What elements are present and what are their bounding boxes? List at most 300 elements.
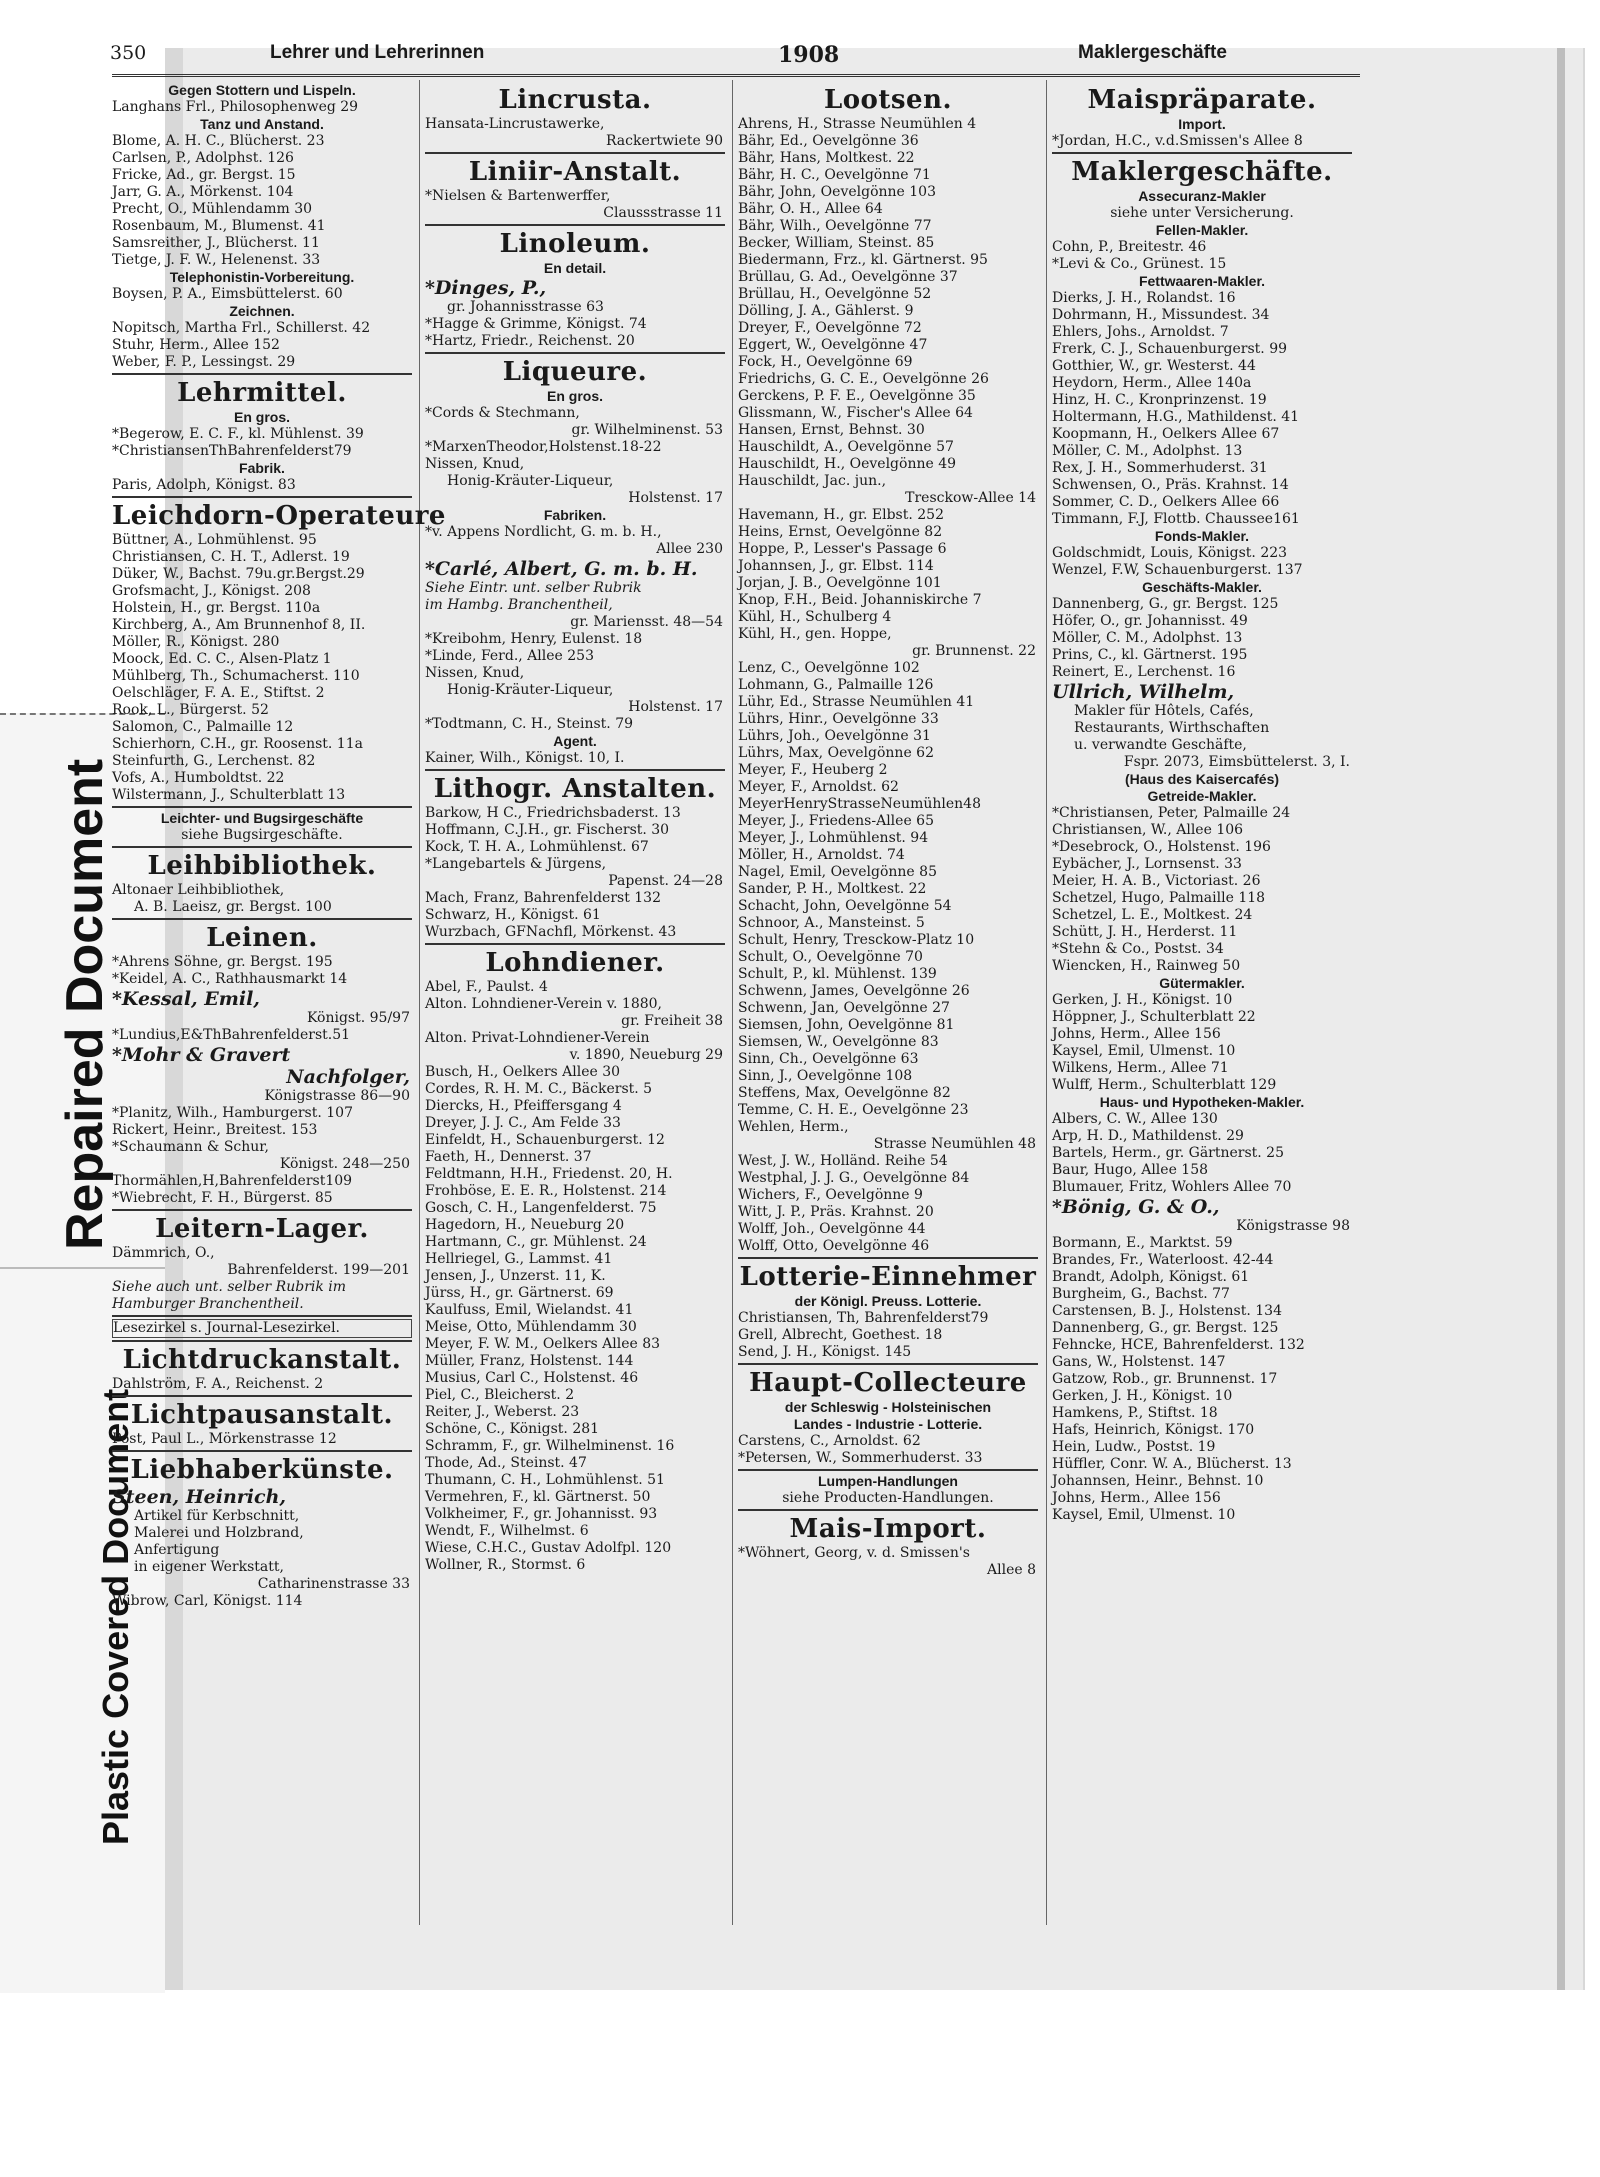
subheading: Haus- und Hypotheken-Makler. [1099,1094,1305,1110]
directory-entry: Bähr, H. C., Oevelgönne 71 [738,167,931,183]
directory-entry: Blome, A. H. C., Blücherst. 23 [112,133,325,149]
directory-entry: *Wiebrecht, F. H., Bürgerst. 85 [112,1190,333,1206]
section-rule [738,1257,1038,1259]
directory-entry: Wenzel, F.W, Schauenburgerst. 137 [1052,562,1303,578]
section-rule [738,1469,1038,1471]
directory-entry: Mach, Franz, Bahrenfelderst 132 [425,890,661,906]
directory-entry: Schütt, J. H., Herderst. 11 [1052,924,1238,940]
directory-entry: Heins, Ernst, Oevelgönne 82 [738,524,943,540]
directory-entry: Jürss, H., gr. Gärtnerst. 69 [425,1285,614,1301]
section-heading: Maklergeschäfte. [1071,157,1333,187]
directory-entry: Hansen, Ernst, Behnst. 30 [738,422,925,438]
directory-entry: Albers, C. W., Allee 130 [1052,1111,1218,1127]
directory-entry: Schramm, F., gr. Wilhelminenst. 16 [425,1438,675,1454]
section-heading: Lehrmittel. [177,378,347,408]
directory-entry: Carlsen, P., Adolphst. 126 [112,150,294,166]
directory-entry: Abel, F., Paulst. 4 [425,979,548,995]
directory-entry: Frerk, C. J., Schauenburgerst. 99 [1052,341,1288,357]
directory-entry: West, J. W., Holländ. Reihe 54 [738,1153,948,1169]
directory-entry: Kaysel, Emil, Ulmenst. 10 [1052,1043,1236,1059]
directory-entry: Goldschmidt, Louis, Königst. 223 [1052,545,1288,561]
subheading: Leichter- und Bugsirgeschäfte [160,810,364,826]
directory-entry: Frohböse, E. E. R., Holstenst. 214 [425,1183,667,1199]
directory-entry: Lührs, Joh., Oevelgönne 31 [738,728,931,744]
directory-entry: Hoppe, P., Lesser's Passage 6 [738,541,947,557]
directory-entry: Bartels, Herm., gr. Gärtnerst. 25 [1052,1145,1284,1161]
directory-entry: Gotthier, W., gr. Westerst. 44 [1052,358,1256,374]
directory-entry: Honig-Kräuter-Liqueur, [447,473,614,489]
directory-entry: Rickert, Heinr., Breitest. 153 [112,1122,318,1138]
directory-entry: Möller, H., Arnoldst. 74 [738,847,905,863]
header-rule [112,74,1360,77]
directory-column-3 [738,82,1038,1922]
directory-entry: Kühl, H., gen. Hoppe, [738,626,892,642]
section-heading: Leichdorn-Operateure [112,501,446,531]
directory-entry: Holstenst. 17 [628,490,723,506]
directory-entry: Strasse Neumühlen 48 [873,1136,1036,1152]
directory-entry: Siemsen, W., Oevelgönne 83 [738,1034,939,1050]
directory-entry: Holstenst. 17 [628,699,723,715]
directory-entry: *Hartz, Friedr., Reichenst. 20 [425,333,635,349]
directory-entry: Nopitsch, Martha Frl., Schillerst. 42 [112,320,371,336]
section-heading: Leinen. [206,923,318,953]
directory-entry: Dölling, J. A., Gählerst. 9 [738,303,914,319]
directory-entry: Claussstrasse 11 [603,205,723,221]
directory-entry: siehe Producten-Handlungen. [782,1490,994,1506]
directory-entry: Wibrow, Carl, Königst. 114 [112,1593,303,1609]
section-rule [738,1363,1038,1365]
directory-entry: *Todtmann, C. H., Steinst. 79 [425,716,634,732]
directory-entry: Gosch, C. H., Langenfelderst. 75 [425,1200,657,1216]
directory-entry: Fspr. 2073, Eimsbüttelerst. 3, I. [1123,754,1350,770]
directory-entry: Dannenberg, G., gr. Bergst. 125 [1052,1320,1279,1336]
directory-entry: Timmann, F.J, Flottb. Chaussee161 [1052,511,1300,527]
section-rule [425,769,725,771]
directory-entry: Samsreither, J., Blücherst. 11 [112,235,320,251]
directory-entry: Fock, H., Oevelgönne 69 [738,354,913,370]
directory-entry: gr. Brunnenst. 22 [912,643,1036,659]
directory-entry: Reiter, J., Weberst. 23 [425,1404,580,1420]
bold-entry: *Dinges, P., [425,277,547,299]
directory-entry: Allee 230 [656,541,723,557]
directory-entry: Hinz, H. C., Kronprinzenst. 19 [1052,392,1267,408]
directory-entry: Einfeldt, H., Schauenburgerst. 12 [425,1132,665,1148]
directory-entry: Boysen, P. A., Eimsbüttelerst. 60 [112,286,343,302]
directory-entry: Langhans Frl., Philosophenweg 29 [112,99,359,115]
directory-entry: Dohrmann, H., Missundest. 34 [1052,307,1270,323]
directory-entry: Temme, C. H. E., Oevelgönne 23 [738,1102,969,1118]
directory-entry: *v. Appens Nordlicht, G. m. b. H., [425,524,662,540]
directory-entry: Hauschildt, Jac. jun., [738,473,887,489]
directory-entry: Meyer, F. W. M., Oelkers Allee 83 [425,1336,661,1352]
directory-entry: Siemsen, John, Oevelgönne 81 [738,1017,955,1033]
directory-entry: Wurzbach, GFNachfl, Mörkenst. 43 [425,924,677,940]
directory-entry: Wiese, C.H.C., Gustav Adolfpl. 120 [425,1540,672,1556]
directory-entry: Nagel, Emil, Oevelgönne 85 [738,864,937,880]
directory-entry: Dierks, J. H., Rolandst. 16 [1052,290,1236,306]
directory-entry: v. 1890, Neueburg 29 [569,1047,723,1063]
section-heading: Leihbibliothek. [147,851,377,881]
directory-entry: Wilstermann, J., Schulterblatt 13 [112,787,346,803]
column-separator [1046,80,1047,1925]
directory-entry: Busch, H., Oelkers Allee 30 [425,1064,621,1080]
subheading: der Schleswig - Holsteinischen [784,1399,992,1415]
directory-entry: Sander, P. H., Moltkest. 22 [738,881,927,897]
directory-entry: Moock, Ed. C. C., Alsen-Platz 1 [112,651,332,667]
directory-entry: Papenst. 24—28 [608,873,723,889]
directory-entry: Christiansen, W., Allee 106 [1052,822,1244,838]
subheading: Telephonistin-Vorbereitung. [169,269,355,285]
directory-entry: Schnoor, A., Mansteinst. 5 [738,915,925,931]
directory-entry: *Linde, Ferd., Allee 253 [425,648,594,664]
section-rule [738,1509,1038,1511]
bold-entry: *Carlé, Albert, G. m. b. H. [425,558,698,580]
directory-entry: Volkheimer, F., gr. Johannisst. 93 [425,1506,658,1522]
page-number: 350 [110,42,147,64]
directory-entry: *ChristiansenThBahrenfelderst79 [112,443,352,459]
directory-entry: Feldtmann, H.H., Friedenst. 20, H. [425,1166,673,1182]
subheading: Landes - Industrie - Lotterie. [793,1416,983,1432]
directory-entry: Bähr, O. H., Allee 64 [738,201,883,217]
directory-entry: Bahrenfelderst. 199—201 [227,1262,410,1278]
directory-entry: Brandes, Fr., Waterloost. 42-44 [1052,1252,1274,1268]
bold-entry: *Kessal, Emil, [112,988,260,1010]
directory-entry: *Jordan, H.C., v.d.Smissen's Allee 8 [1052,133,1303,149]
directory-entry: Carstensen, B. J., Holstenst. 134 [1052,1303,1282,1319]
directory-entry: Faeth, H., Dennerst. 37 [425,1149,592,1165]
directory-entry: Dämmrich, O., [112,1245,215,1261]
directory-entry: Anfertigung [134,1542,220,1558]
header-left-title: Lehrer und Lehrerinnen [270,42,485,63]
section-heading: Lichtpausanstalt. [130,1400,394,1430]
directory-entry: Meier, H. A. B., Victoriast. 26 [1052,873,1261,889]
directory-entry: Gatzow, Rob., gr. Brunnenst. 17 [1052,1371,1278,1387]
directory-entry: Schacht, John, Oevelgönne 54 [738,898,952,914]
directory-entry: Rex, J. H., Sommerhuderst. 31 [1052,460,1268,476]
section-heading: Lootsen. [823,85,953,115]
directory-entry: Kainer, Wilh., Königst. 10, I. [425,750,625,766]
subheading: Fettwaaren-Makler. [1138,273,1266,289]
subheading: Lumpen-Handlungen [818,1473,958,1489]
directory-entry: Wiencken, H., Rainweg 50 [1052,958,1241,974]
directory-entry: Jorjan, J. B., Oevelgönne 101 [738,575,942,591]
directory-entry: Hauschildt, A., Oevelgönne 57 [738,439,954,455]
directory-entry: Oelschläger, F. A. E., Stiftst. 2 [112,685,325,701]
directory-entry: Westphal, J. J. G., Oevelgönne 84 [738,1170,970,1186]
directory-entry: Bähr, Ed., Oevelgönne 36 [738,133,919,149]
directory-entry: *Nielsen & Bartenwerffer, [425,188,611,204]
directory-entry: Schetzel, Hugo, Palmaille 118 [1052,890,1266,906]
directory-entry: Meyer, J., Lohmühlenst. 94 [738,830,929,846]
directory-entry: Dreyer, J. J. C., Am Felde 33 [425,1115,621,1131]
directory-entry: Post, Paul L., Mörkenstrasse 12 [112,1431,337,1447]
section-rule [112,1340,412,1342]
directory-entry: Musius, Carl C., Holstenst. 46 [425,1370,639,1386]
directory-entry: Weber, F. P., Lessingst. 29 [112,354,296,370]
section-heading: Lotterie-Einnehmer [739,1262,1037,1292]
directory-entry: Kock, T. H. A., Lohmühlenst. 67 [425,839,649,855]
section-heading: Lithogr. Anstalten. [433,774,717,804]
directory-entry: Christiansen, Th, Bahrenfelderst79 [738,1310,989,1326]
directory-entry: Salomon, C., Palmaille 12 [112,719,294,735]
directory-entry: Thormählen,H,Bahrenfelderst109 [112,1173,353,1189]
directory-entry: Schwenn, Jan, Oevelgönne 27 [738,1000,950,1016]
directory-entry: Bähr, Wilh., Oevelgönne 77 [738,218,932,234]
directory-entry: *Langebartels & Jürgens, [425,856,607,872]
page-edge [1557,48,1565,1990]
italic-note: im Hambg. Branchentheil, [425,597,613,613]
repaired-document-label: Repaired Document [56,758,114,1250]
directory-entry: Wulff, Herm., Schulterblatt 129 [1052,1077,1277,1093]
bold-entry: *Bönig, G. & O., [1052,1196,1220,1218]
directory-entry: Allee 8 [987,1562,1036,1578]
directory-entry: *MarxenTheodor,Holstenst.18-22 [425,439,662,455]
subheading: Fonds-Makler. [1154,528,1250,544]
directory-entry: Wolff, Otto, Oevelgönne 46 [738,1238,930,1254]
directory-entry: Dannenberg, G., gr. Bergst. 125 [1052,596,1279,612]
directory-entry: Christiansen, C. H. T., Adlerst. 19 [112,549,350,565]
subheading: der Königl. Preuss. Lotterie. [794,1293,982,1309]
directory-entry: Dahlström, F. A., Reichenst. 2 [112,1376,324,1392]
section-heading: Haupt-Collecteure [749,1368,1027,1398]
directory-entry: Johns, Herm., Allee 156 [1052,1026,1221,1042]
directory-entry: Lühr, Ed., Strasse Neumühlen 41 [738,694,975,710]
section-heading: Mais-Import. [789,1514,987,1544]
bold-entry: Ullrich, Wilhelm, [1052,681,1235,703]
directory-entry: Fehncke, HCE, Bahrenfelderst. 132 [1052,1337,1305,1353]
directory-entry: *Begerow, E. C. F., kl. Mühlenst. 39 [112,426,364,442]
section-rule [425,224,725,226]
directory-entry: Schwarz, H., Königst. 61 [425,907,601,923]
directory-entry: Koopmann, H., Oelkers Allee 67 [1052,426,1280,442]
directory-entry: Dreyer, F., Oevelgönne 72 [738,320,922,336]
directory-entry: MeyerHenryStrasseNeumühlen48 [738,796,981,812]
directory-column-4 [1052,82,1352,1922]
directory-entry: Königstrasse 86—90 [264,1088,410,1104]
directory-entry: in eigener Werkstatt, [134,1559,284,1575]
directory-entry: Gans, W., Holstenst. 147 [1052,1354,1226,1370]
directory-entry: Hagedorn, H., Neueburg 20 [425,1217,625,1233]
directory-entry: Arp, H. D., Mathildenst. 29 [1052,1128,1244,1144]
directory-entry: Friedrichs, G. C. E., Oevelgönne 26 [738,371,989,387]
directory-entry: gr. Mariensst. 48—54 [570,614,723,630]
directory-entry: Gerckens, P. F. E., Oevelgönne 35 [738,388,976,404]
section-heading: Leitern-Lager. [155,1214,369,1244]
directory-entry: Cordes, R. H. M. C., Bäckerst. 5 [425,1081,653,1097]
section-heading: Linoleum. [499,229,651,259]
subheading: Agent. [553,733,597,749]
boxed-note: Lesezirkel s. Journal-Lesezirkel. [112,1319,412,1338]
directory-entry: Artikel für Kerbschnitt, [134,1508,300,1524]
directory-entry: Brüllau, H., Oevelgönne 52 [738,286,932,302]
directory-entry: *Desebrock, O., Holstenst. 196 [1052,839,1271,855]
directory-entry: Witt, J. P., Präs. Krahnst. 20 [738,1204,934,1220]
directory-entry: Meyer, F., Heuberg 2 [738,762,888,778]
directory-entry: gr. Freiheit 38 [621,1013,723,1029]
directory-entry: Knop, F.H., Beid. Johanniskirche 7 [738,592,982,608]
subheading: Gegen Stottern und Lispeln. [168,82,356,98]
section-rule [112,806,412,808]
directory-entry: *Ahrens Söhne, gr. Bergst. 195 [112,954,333,970]
directory-entry: Altonaer Leihbibliothek, [112,882,285,898]
directory-entry: Fricke, Ad., gr. Bergst. 15 [112,167,296,183]
header-year: 1908 [778,42,840,68]
directory-entry: Prins, C., kl. Gärtnerst. 195 [1052,647,1248,663]
directory-entry: Hartmann, C., gr. Mühlenst. 24 [425,1234,647,1250]
directory-entry: *Keidel, A. C., Rathhausmarkt 14 [112,971,348,987]
directory-entry: Schult, P., kl. Mühlenst. 139 [738,966,937,982]
section-heading: Liniir-Anstalt. [468,157,682,187]
directory-entry: Burgheim, G., Bachst. 77 [1052,1286,1230,1302]
italic-note: Siehe auch unt. selber Rubrik im [112,1279,347,1295]
directory-entry: Möller, C. M., Adolphst. 13 [1052,630,1243,646]
directory-entry: Piel, C., Bleicherst. 2 [425,1387,575,1403]
directory-entry: Höfer, O., gr. Johannisst. 49 [1052,613,1248,629]
directory-entry: Schwenn, James, Oevelgönne 26 [738,983,970,999]
subheading: Zeichnen. [229,303,295,319]
section-rule [112,846,412,848]
directory-entry: Thode, Ad., Steinst. 47 [425,1455,587,1471]
header-right-title: Maklergeschäfte [1078,42,1227,63]
subheading: Import. [1178,116,1226,132]
directory-entry: A. B. Laeisz, gr. Bergst. 100 [134,899,332,915]
directory-entry: Becker, William, Steinst. 85 [738,235,935,251]
directory-entry: Sinn, Ch., Oevelgönne 63 [738,1051,919,1067]
directory-entry: *Hagge & Grimme, Königst. 74 [425,316,647,332]
section-rule [112,918,412,920]
section-rule [112,496,412,498]
directory-entry: Steinfurth, G., Lerchenst. 82 [112,753,316,769]
directory-entry: Kirchberg, A., Am Brunnenhof 8, II. [112,617,366,633]
directory-entry: Biedermann, Frz., kl. Gärtnerst. 95 [738,252,988,268]
directory-entry: Kaulfuss, Emil, Wielandst. 41 [425,1302,634,1318]
directory-entry: Vermehren, F., kl. Gärtnerst. 50 [425,1489,651,1505]
directory-entry: Stuhr, Herm., Allee 152 [112,337,280,353]
section-heading: Lohndiener. [485,948,665,978]
directory-entry: Schetzel, L. E., Moltkest. 24 [1052,907,1253,923]
directory-entry: Lührs, Max, Oevelgönne 62 [738,745,934,761]
directory-entry: gr. Wilhelminenst. 53 [571,422,723,438]
directory-entry: *Stehn & Co., Postst. 34 [1052,941,1224,957]
directory-entry: gr. Johannisstrasse 63 [447,299,604,315]
subheading: Geschäfts-Makler. [1142,579,1262,595]
subheading: Fabrik. [239,460,285,476]
directory-entry: Schult, O., Oevelgönne 70 [738,949,923,965]
directory-entry: Möller, R., Königst. 280 [112,634,280,650]
section-heading: Liebhaberkünste. [130,1455,394,1485]
directory-entry: Malerei und Holzbrand, [134,1525,304,1541]
directory-entry: Johns, Herm., Allee 156 [1052,1490,1221,1506]
directory-entry: Ahrens, H., Strasse Neumühlen 4 [738,116,977,132]
section-rule [112,1450,412,1452]
directory-entry: Lenz, C., Oevelgönne 102 [738,660,920,676]
directory-entry: Eggert, W., Oevelgönne 47 [738,337,928,353]
directory-entry: Schierhorn, C.H., gr. Roosenst. 11a [112,736,363,752]
directory-entry: siehe Bugsirgeschäfte. [181,827,343,843]
directory-entry: Düker, W., Bachst. 79u.gr.Bergst.29 [112,566,365,582]
subheading: Gütermakler. [1159,975,1245,991]
directory-entry: Reinert, E., Lerchenst. 16 [1052,664,1236,680]
section-rule [425,152,725,154]
directory-entry: *Schaumann & Schur, [112,1139,269,1155]
section-rule [112,1315,412,1317]
directory-entry: Hein, Ludw., Postst. 19 [1052,1439,1216,1455]
directory-entry: Tresckow-Allee 14 [905,490,1036,506]
directory-entry: Ehlers, Johs., Arnoldst. 7 [1052,324,1229,340]
directory-entry: *Petersen, W., Sommerhuderst. 33 [738,1450,983,1466]
subheading: En detail. [543,260,607,276]
column-separator [732,80,733,1925]
directory-entry: Hamkens, P., Stiftst. 18 [1052,1405,1218,1421]
directory-entry: Steffens, Max, Oevelgönne 82 [738,1085,951,1101]
directory-entry: Möller, C. M., Adolphst. 13 [1052,443,1243,459]
subheading: Assecuranz-Makler [1138,188,1266,204]
directory-entry: Bähr, John, Oevelgönne 103 [738,184,936,200]
section-rule [112,1395,412,1397]
directory-entry: Grell, Albrecht, Goethest. 18 [738,1327,943,1343]
directory-entry: *Kreibohm, Henry, Eulenst. 18 [425,631,643,647]
directory-entry: Carstens, C., Arnoldst. 62 [738,1433,921,1449]
section-rule [112,373,412,375]
plastic-covered-label: Plastic Covered Document [95,1388,136,1845]
directory-entry: Meise, Otto, Mühlendamm 30 [425,1319,637,1335]
directory-entry: Hellriegel, G., Lammst. 41 [425,1251,613,1267]
directory-entry: *Cords & Stechmann, [425,405,580,421]
directory-entry: Wilkens, Herm., Allee 71 [1052,1060,1229,1076]
subheading: (Haus des Kaisercafés) [1124,771,1280,787]
directory-entry: Schwensen, O., Präs. Krahnst. 14 [1052,477,1289,493]
subheading: Fabriken. [543,507,607,523]
directory-entry: Büttner, A., Lohmühlenst. 95 [112,532,317,548]
directory-entry: Glissmann, W., Fischer's Allee 64 [738,405,973,421]
directory-entry: Müller, Franz, Holstenst. 144 [425,1353,634,1369]
directory-entry: Catharinenstrasse 33 [257,1576,410,1592]
directory-entry: Wendt, F., Wilhelmst. 6 [425,1523,589,1539]
directory-entry: Blumauer, Fritz, Wohlers Allee 70 [1052,1179,1292,1195]
section-rule [425,943,725,945]
section-heading: Lincrusta. [498,85,652,115]
subheading: Tanz und Anstand. [200,116,324,132]
directory-entry: Thumann, C. H., Lohmühlenst. 51 [425,1472,665,1488]
directory-entry: Send, J. H., Königst. 145 [738,1344,912,1360]
directory-entry: Havemann, H., gr. Elbst. 252 [738,507,944,523]
directory-entry: Diercks, H., Pfeiffersgang 4 [425,1098,622,1114]
directory-entry: Königst. 95/97 [306,1010,410,1026]
section-rule [112,1209,412,1211]
directory-entry: Paris, Adolph, Königst. 83 [112,477,296,493]
directory-entry: Honig-Kräuter-Liqueur, [447,682,614,698]
directory-entry: Meyer, F., Arnoldst. 62 [738,779,899,795]
directory-entry: Gerken, J. H., Königst. 10 [1052,1388,1233,1404]
directory-entry: Jensen, J., Unzerst. 11, K. [425,1268,606,1284]
directory-entry: Nissen, Knud, [425,665,525,681]
directory-entry: Mühlberg, Th., Schumacherst. 110 [112,668,360,684]
section-heading: Lichtdruckanstalt. [122,1345,402,1375]
directory-column-1 [112,82,446,1922]
directory-column-2 [425,82,725,1922]
directory-entry: Königstrasse 98 [1236,1218,1350,1234]
subheading: Fellen-Makler. [1155,222,1249,238]
section-heading: Maispräparate. [1087,85,1317,115]
directory-entry: Sinn, J., Oevelgönne 108 [738,1068,913,1084]
directory-entry: Rook, L., Bürgerst. 52 [112,702,269,718]
directory-entry: Nissen, Knud, [425,456,525,472]
directory-entry: *Lundius,E&ThBahrenfelderst.51 [112,1027,351,1043]
directory-entry: Barkow, H C., Friedrichsbaderst. 13 [425,805,681,821]
directory-entry: Hüffler, Conr. W. A., Blücherst. 13 [1052,1456,1292,1472]
directory-entry: u. verwandte Geschäfte, [1074,737,1247,753]
directory-entry: Wollner, R., Stormst. 6 [425,1557,586,1573]
